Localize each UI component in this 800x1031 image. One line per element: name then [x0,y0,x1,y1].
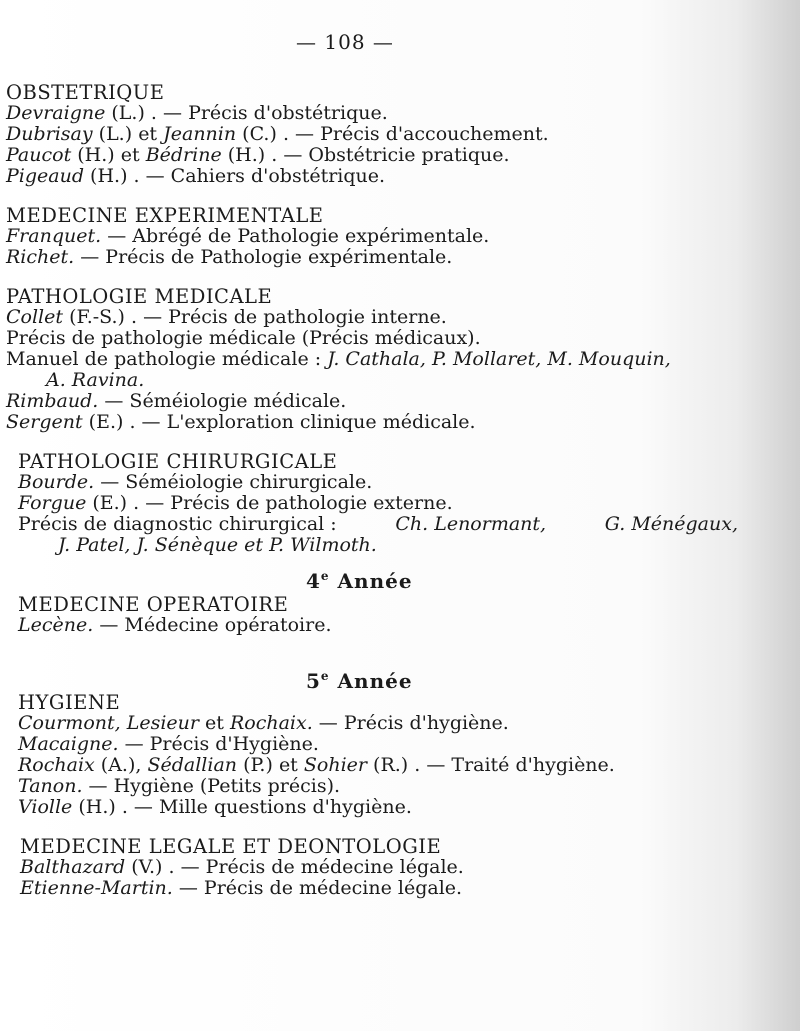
entry-title: Précis de médecine légale. [203,877,463,899]
entry-author-initials: (H.) [90,165,128,187]
year-heading-5 [306,666,751,692]
bibliography-entry [6,307,751,328]
bibliography-entry [18,493,751,514]
entry-conjunction: et [138,123,158,145]
entry-author-initials: (A.), [100,754,142,776]
year-ordinal-suffix: e [320,669,330,683]
entry-author-3: Sohier [303,754,367,776]
bibliography-entry [6,103,751,124]
bibliography-entry [18,472,751,493]
entry-author: Rimbaud. [6,390,99,412]
bibliography-entry-continuation [6,370,751,391]
entry-authors: J. Cathala, P. Mollaret, M. Mouquin, [327,348,671,370]
entry-title: Précis de pathologie interne. [168,306,447,328]
section-pathologie-chirurgicale [6,451,751,556]
entry-author-2: G. Ménégaux, [604,513,738,535]
entry-author-initials: (L.) [98,123,133,145]
bibliography-entry [18,755,751,776]
entry-separator: . — [271,144,303,166]
entry-author-2: Sédallian [147,754,238,776]
year-number: 4 [306,569,321,593]
entry-title: Précis d'obstétrique. [188,102,388,124]
entry-title: Cahiers d'obstétrique. [170,165,386,187]
entry-title: Précis d'hygiène. [343,712,509,734]
entry-separator: — [104,390,124,412]
entry-separator: — [318,712,338,734]
entry-separator: . — [121,796,153,818]
page-number: — 108 — [296,30,394,54]
bibliography-entry [6,412,751,433]
bibliography-entry [18,797,751,818]
entry-title: Précis de médecine légale. [205,856,464,878]
bibliography-entry [6,391,751,412]
entry-title: Précis d'accouchement. [320,123,549,145]
entry-author-initials: (V.) [131,856,163,878]
entry-separator: . — [150,102,183,124]
entry-author-3-initials: (R.) [373,754,409,776]
entry-separator: . — [133,492,165,514]
entry-title: Obstétricie pratique. [308,144,510,166]
section-heading: PATHOLOGIE CHIRURGICALE [18,450,338,473]
bibliography-entry [6,124,751,145]
entry-author: Balthazard [20,856,126,878]
entry-author: Rochaix [18,754,95,776]
entry-author: Etienne-Martin. [20,877,173,899]
section-heading: HYGIENE [18,691,121,714]
entry-author: Lecène. [18,614,94,636]
entry-author-2-initials: (P.) [243,754,273,776]
section-heading: MEDECINE EXPERIMENTALE [6,204,324,227]
entry-author: Forgue [18,492,87,514]
entry-author-initials: (H.) [77,144,115,166]
section-heading: OBSTETRIQUE [6,81,165,104]
entry-author: Bourde. [18,471,95,493]
entry-separator: — [124,733,144,755]
entry-author: Paucot [6,144,72,166]
entry-title: Abrégé de Pathologie expérimentale. [132,225,490,247]
entry-separator: . — [129,411,161,433]
entry-author: Dubrisay [6,123,93,145]
year-label: Année [337,569,413,593]
bibliography-entry [6,349,751,370]
page-content [6,82,751,917]
entry-author: Devraigne [6,102,106,124]
entry-author-2-initials: (H.) [227,144,266,166]
bibliography-entry [20,878,751,899]
bibliography-entry [6,166,751,187]
entry-author: Violle [18,796,73,818]
section-heading: MEDECINE LEGALE ET DEONTOLOGIE [20,835,442,858]
bibliography-entry [6,247,751,268]
bibliography-entry-continuation [18,535,751,556]
entry-author-initials: (L.) [111,102,145,124]
entry-author-2: Bédrine [145,144,222,166]
entry-separator: — [107,225,127,247]
bibliography-entry [18,776,751,797]
year-number: 5 [306,669,321,693]
entry-author: Collet [6,306,64,328]
entry-author-initials: (E.) [88,411,124,433]
entry-title: Précis de Pathologie expérimentale. [105,246,453,268]
entry-author-2-initials: (C.) [242,123,277,145]
section-pathologie-medicale [6,286,751,433]
entry-conjunction: et [120,144,140,166]
bibliography-entry [6,145,751,166]
entry-title: Séméiologie chirurgicale. [125,471,373,493]
section-hygiene [18,692,751,818]
bibliography-entry [18,734,751,755]
entry-author-initials: (F.-S.) [69,306,125,328]
entry-title: L'exploration clinique médicale. [166,411,476,433]
entry-author-initials: (H.) [78,796,116,818]
year-ordinal-suffix: e [320,569,330,583]
entry-title: Précis de pathologie externe. [170,492,453,514]
bibliography-entry [6,328,751,349]
entry-author: Macaigne. [18,733,119,755]
bibliography-entry [20,857,751,878]
entry-title: Traité d'hygiène. [451,754,615,776]
entry-title: Manuel de pathologie médicale : [6,348,322,370]
bibliography-entry [18,713,751,734]
entry-author: Pigeaud [6,165,84,187]
entry-separator: . — [133,165,165,187]
entry-author-2: Jeannin [163,123,237,145]
entry-authors-continued: J. Patel, J. Sénèque et P. Wilmoth. [58,534,377,556]
year-heading-4 [306,566,751,592]
entry-separator: . — [168,856,200,878]
entry-separator: — [100,471,120,493]
entry-title: Précis de pathologie médicale (Précis médicaux). [6,327,481,349]
entry-separator: — [80,246,100,268]
entry-author: Richet. [6,246,75,268]
entry-title: Précis d'Hygiène. [149,733,319,755]
entry-separator: . — [131,306,163,328]
section-heading: MEDECINE OPERATOIRE [18,593,289,616]
bibliography-entry [18,514,738,535]
section-medecine-operatoire [18,594,751,636]
entry-title: Hygiène (Petits précis). [113,775,341,797]
entry-author: Franquet. [6,225,102,247]
entry-conjunction: et [278,754,298,776]
bibliography-entry [6,226,751,247]
entry-separator: . — [414,754,446,776]
entry-author: Ch. Lenormant, [395,513,547,535]
entry-separator: — [178,877,198,899]
section-medecine-experimentale [6,205,751,268]
entry-title: Précis de diagnostic chirurgical : [18,513,337,535]
section-heading: PATHOLOGIE MEDICALE [6,285,273,308]
section-obstetrique [6,82,751,187]
entry-author-2: Rochaix. [229,712,313,734]
entry-title: Médecine opératoire. [124,614,332,636]
entry-separator: — [99,614,119,636]
year-label: Année [337,669,413,693]
section-medecine-legale [20,836,751,899]
entry-author: Sergent [6,411,83,433]
entry-title: Mille questions d'hygiène. [158,796,412,818]
entry-author: Courmont, Lesieur [18,712,199,734]
entry-title: Séméiologie médicale. [129,390,347,412]
entry-authors-continued: A. Ravina. [46,369,145,391]
entry-author-initials: (E.) [92,492,128,514]
entry-author: Tanon. [18,775,83,797]
bibliography-entry [18,615,751,636]
entry-conjunction: et [205,712,224,734]
entry-separator: — [88,775,108,797]
entry-separator: . — [282,123,315,145]
